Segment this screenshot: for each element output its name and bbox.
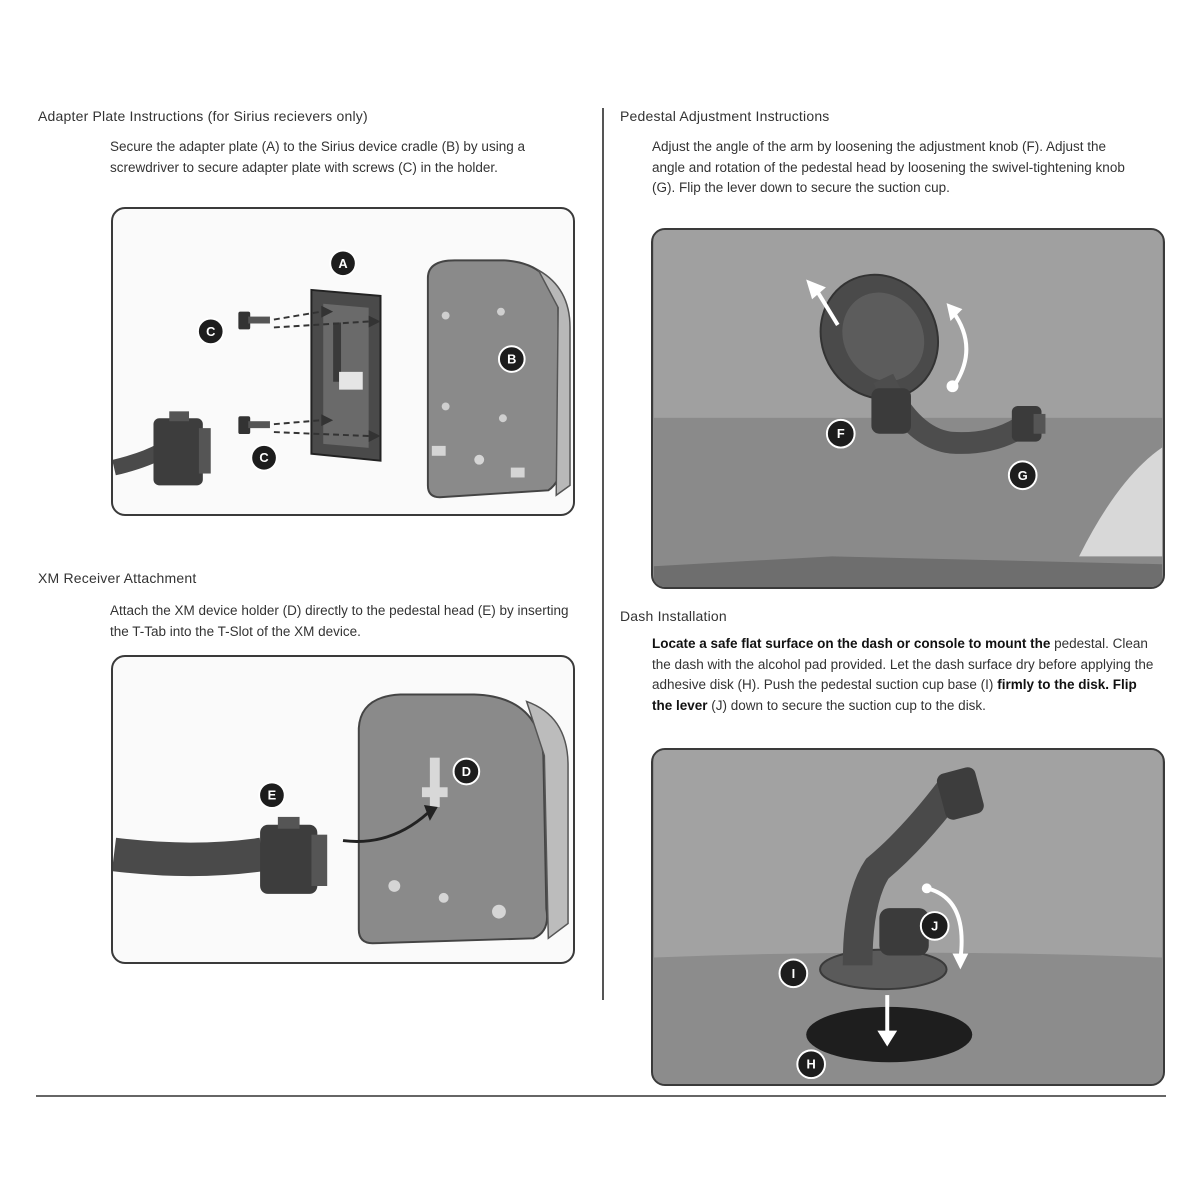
holder-button — [492, 905, 506, 919]
svg-text:C: C — [206, 323, 216, 339]
pedestal-arm — [114, 854, 262, 859]
cradle-hole — [442, 402, 450, 410]
svg-text:D: D — [461, 763, 472, 779]
callout-i — [780, 959, 808, 987]
cradle-hole — [497, 308, 505, 316]
cradle-hole — [442, 312, 450, 320]
t-slot-cross — [422, 787, 448, 797]
adapter-tab — [339, 372, 363, 390]
dash-instructions — [652, 634, 1158, 716]
callout-c-bottom — [251, 445, 277, 471]
adapter-instructions: Secure the adapter plate (A) to the Sirius device cradle (B) by using a screwdriver to secure adapter plate with screws (C) in the holder. — [110, 139, 525, 175]
lever-arrow-dot — [922, 883, 932, 893]
pedestal-illustration — [651, 228, 1165, 589]
screw-top — [238, 312, 270, 330]
pedestal-section-title: Pedestal Adjustment Instructions — [620, 108, 830, 124]
holder-button — [439, 893, 449, 903]
xm-illustration — [111, 655, 575, 964]
adapter-section-title: Adapter Plate Instructions (for Sirius recievers only) — [38, 108, 368, 124]
svg-text:C: C — [259, 450, 269, 466]
dash-illustration — [651, 748, 1165, 1086]
callout-d — [454, 759, 480, 785]
cradle-button — [511, 468, 525, 478]
callout-f — [827, 420, 855, 448]
adapter-illustration — [111, 207, 575, 516]
dash-text-bold-2: firmly to the disk. Flip the lever — [652, 677, 1137, 713]
adjustment-knob — [871, 388, 911, 433]
svg-text:J: J — [931, 918, 939, 934]
svg-text:E: E — [267, 787, 277, 803]
xm-instructions: Attach the XM device holder (D) directly to the pedestal head (E) by inserting the T-Tab into the T-Slot of the XM device. — [110, 603, 569, 639]
svg-text:A: A — [338, 255, 348, 271]
sirius-cradle — [428, 260, 561, 497]
t-slot — [430, 758, 440, 807]
callout-c-top — [198, 319, 224, 345]
xm-diagram — [113, 657, 573, 962]
dash-text-1: pedestal. Clean the dash with the alcohol pad provided. Let the dash surface dry before applying the adhesive disk (H). Push the pedestal suction cup base (I) — [652, 636, 1154, 692]
xm-holder — [359, 695, 547, 944]
callout-g — [1009, 461, 1037, 489]
dash-section-title: Dash Installation — [620, 608, 727, 624]
dash-diagram — [653, 750, 1163, 1084]
rotate-arrow-dot — [947, 380, 959, 392]
callout-h — [797, 1050, 825, 1078]
footer-rule — [36, 1095, 1166, 1097]
screw-bottom — [238, 416, 270, 434]
callout-e — [259, 782, 285, 808]
adapter-diagram — [113, 209, 573, 514]
cradle-button — [432, 446, 446, 456]
holder-button — [388, 880, 400, 892]
svg-text:H: H — [806, 1056, 816, 1072]
pedestal-head — [260, 817, 327, 894]
cradle-hole — [499, 414, 507, 422]
xm-section-title: XM Receiver Attachment — [38, 570, 197, 586]
column-divider — [602, 108, 604, 1000]
pedestal-diagram — [653, 230, 1163, 587]
pedestal-instructions: Adjust the angle of the arm by loosening the adjustment knob (F). Adjust the angle and rotation of the pedestal head by loosening the swivel-tightening knob (G). Flip the lever down to secure the suction cup. — [652, 139, 1125, 195]
svg-text:I: I — [791, 965, 796, 981]
dash-text-2: (J) down to secure the suction cup to the disk. — [711, 697, 986, 713]
callout-b — [499, 346, 525, 372]
dash-text-bold-1: Locate a safe flat surface on the dash or console to mount the — [652, 636, 1051, 651]
pedestal-head — [153, 411, 210, 485]
suction-base — [820, 950, 946, 990]
callout-j — [921, 912, 949, 940]
svg-text:F: F — [836, 426, 845, 442]
svg-text:B: B — [507, 351, 517, 367]
cradle-button — [474, 455, 484, 465]
svg-text:G: G — [1017, 467, 1028, 483]
callout-a — [330, 250, 356, 276]
swivel-knob — [1012, 406, 1046, 442]
